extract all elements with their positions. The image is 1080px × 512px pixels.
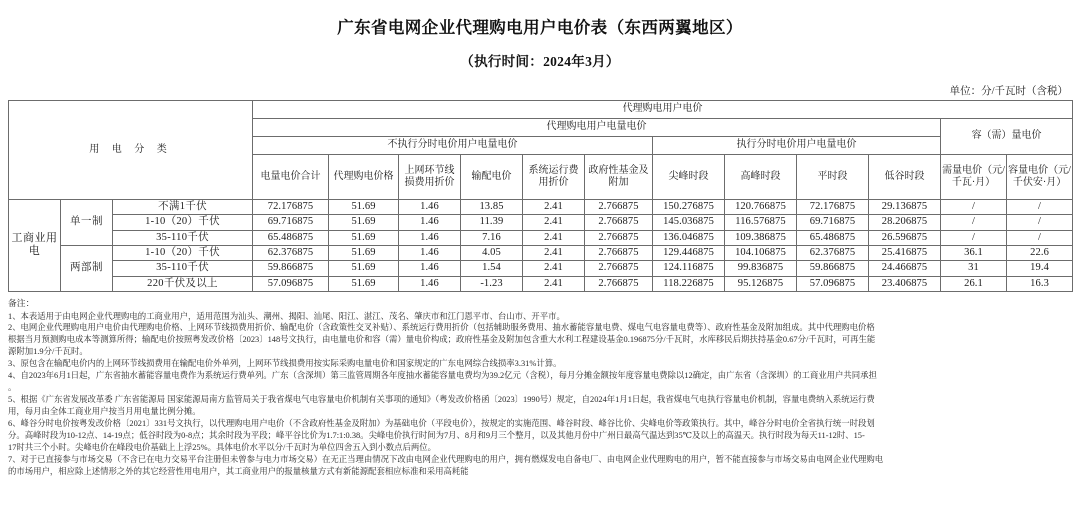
note-item-4-end: 。 [8, 383, 17, 393]
cell-value: 28.206875 [869, 215, 941, 230]
cell-value: 2.41 [523, 245, 585, 260]
table-row [9, 230, 1073, 245]
header-category: 用 电 分 类 [9, 100, 253, 199]
cell-value: 24.466875 [869, 261, 941, 276]
cell-value: / [1007, 215, 1073, 230]
cell-value: 2.766875 [585, 261, 653, 276]
note-item-2-end: 源附加1.9分/千瓦时。 [8, 347, 88, 357]
cell-voltage-level: 1-10（20）千伏 [113, 215, 253, 230]
cell-value: / [1007, 230, 1073, 245]
note-item-2: 2、电网企业代理购电用户电价由代理购电价格、上网环节线损费用折价、输配电价（含政策性交叉补贴）、系统运行费用折价（包括辅助服务费用、抽水蓄能容量电费、煤电气电容量电费等）、政府性基金及附加组成。其中代理购电价格 [8, 323, 875, 333]
cell-value: 1.46 [399, 276, 461, 291]
cell-value: 13.85 [461, 199, 523, 214]
notes-title: 备注： [8, 298, 35, 309]
cell-value: 2.41 [523, 261, 585, 276]
header-group-energy-price: 代理购电用户电量电价 [253, 118, 941, 136]
header-col-demand-price: 需量电价（元/千瓦·月） [941, 154, 1007, 199]
cell-value: 51.69 [329, 215, 399, 230]
table-row [9, 215, 1073, 230]
cell-value: 2.41 [523, 276, 585, 291]
cell-value: 2.41 [523, 230, 585, 245]
cell-value: 2.766875 [585, 245, 653, 260]
cell-value: 120.766875 [725, 199, 797, 214]
note-item-7: 7、对于已直接参与市场交易（不含已在电力交易平台注册但未曾参与电力市场交易）在无正当理由情况下改由电网企业代理购电的用户，拥有燃煤发电自备电厂、由电网企业代理购电的用户，暂不能直接参与市场交易由电网企业代理购电 [8, 454, 884, 464]
cell-value: / [941, 230, 1007, 245]
cell-value: 65.486875 [253, 230, 329, 245]
cell-value: 25.416875 [869, 245, 941, 260]
page-subtitle: （执行时间：2024年3月） [460, 53, 620, 69]
cell-value: / [941, 199, 1007, 214]
cell-value: 51.69 [329, 230, 399, 245]
header-group-non-tou: 不执行分时电价用户电量电价 [253, 136, 653, 154]
cell-value: 57.096875 [253, 276, 329, 291]
cell-value: 1.46 [399, 230, 461, 245]
cell-value: 109.386875 [725, 230, 797, 245]
header-col-government-fund: 政府性基金及附加 [585, 154, 653, 199]
header-col-spike-period: 尖峰时段 [653, 154, 725, 199]
electricity-price-table [8, 100, 1073, 292]
header-col-capacity-price: 容量电价（元/千伏安·月） [1007, 154, 1073, 199]
header-group-tou: 执行分时电价用户电量电价 [653, 136, 941, 154]
cell-value: / [941, 215, 1007, 230]
cell-value: 69.716875 [253, 215, 329, 230]
note-item-6-cont: 分。高峰时段为10-12点、14-19点；低谷时段为0-8点；其余时段为平段；峰平谷比价为1.7:1:0.38。尖峰电价执行时间为7月、8月和9月三个整月，以及其他月份中广州日最高气温达到35℃及以上的高温天。执行时段为每天11-12时、15- [8, 430, 865, 440]
note-item-5: 5、根据《广东省发展改革委 广东省能源局 国家能源局南方监管局关于我省煤电气电容量电价机制有关事项的通知》（粤发改价格函〔2023〕1990号）规定，自2024年1月1日起，我省煤电气电执行容量电价机制，容量电费纳入系统运行费 [8, 394, 875, 404]
cell-value: 118.226875 [653, 276, 725, 291]
table-row [9, 245, 1073, 260]
table-row [9, 199, 1073, 214]
cell-value: 59.866875 [797, 261, 869, 276]
cell-value: 145.036875 [653, 215, 725, 230]
cell-value: 136.046875 [653, 230, 725, 245]
note-item-3: 3、原包含在输配电价内的上网环节线损费用在输配电价外单列，上网环节线损费用按实际采购电量电价和国家规定的广东电网综合线损率3.31%计算。 [8, 359, 562, 369]
cell-value: 99.836875 [725, 261, 797, 276]
cell-value: 2.766875 [585, 276, 653, 291]
page-title: 广东省电网企业代理购电用户电价表（东西两翼地区） [337, 18, 743, 37]
cell-value: 150.276875 [653, 199, 725, 214]
note-item-5-end: 用，每月由全体工商业用户按当月用电量比例分摊。 [8, 406, 201, 416]
cell-value: 1.46 [399, 199, 461, 214]
header-col-agency-purchase-price: 代理购电价格 [329, 154, 399, 199]
cell-value: 19.4 [1007, 261, 1073, 276]
cell-value: 1.54 [461, 261, 523, 276]
cell-value: 1.46 [399, 215, 461, 230]
cell-value: 72.176875 [797, 199, 869, 214]
cell-value: 26.1 [941, 276, 1007, 291]
cell-category-industrial: 工商业用电 [9, 199, 61, 291]
note-item-6: 6、峰谷分时电价按粤发改价格〔2021〕331号文执行，以代理购电用户电价（不含政府性基金及附加）为基础电价（平段电价），按规定的实施范围、峰谷时段、峰谷比价、尖峰电价等政策执行。其中，峰谷分时电价全省执行统一时段划 [8, 418, 875, 428]
header-col-peak-period: 高峰时段 [725, 154, 797, 199]
header-col-flat-period: 平时段 [797, 154, 869, 199]
cell-value: 26.596875 [869, 230, 941, 245]
cell-value: 51.69 [329, 276, 399, 291]
cell-value: 1.46 [399, 261, 461, 276]
cell-value: 31 [941, 261, 1007, 276]
cell-value: 65.486875 [797, 230, 869, 245]
cell-value: 23.406875 [869, 276, 941, 291]
cell-value: 4.05 [461, 245, 523, 260]
header-col-system-operation-fee: 系统运行费用折价 [523, 154, 585, 199]
cell-value: 16.3 [1007, 276, 1073, 291]
cell-value: 2.766875 [585, 230, 653, 245]
cell-value: 2.41 [523, 199, 585, 214]
table-row [9, 261, 1073, 276]
cell-value: 129.446875 [653, 245, 725, 260]
cell-value: 72.176875 [253, 199, 329, 214]
note-item-6-end: 17时共三个小时。尖峰电价在峰段电价基础上上浮25%。具体电价水平以分/千瓦时为单位四舍五入到小数点后两位。 [8, 442, 437, 452]
cell-group-single-system: 单一制 [61, 199, 113, 245]
note-item-7-end: 的市场用户，相应除上述情形之外的其它经营性用电用户，其工商业用户的报量核量方式有新能源配套相应标准和采用高耗能 [8, 466, 469, 476]
cell-value: 22.6 [1007, 245, 1073, 260]
cell-value: 59.866875 [253, 261, 329, 276]
cell-value: 116.576875 [725, 215, 797, 230]
header-col-energy-total: 电量电价合计 [253, 154, 329, 199]
cell-voltage-level: 1-10（20）千伏 [113, 245, 253, 260]
cell-group-two-part-system: 两部制 [61, 245, 113, 291]
cell-value: 51.69 [329, 199, 399, 214]
cell-value: 2.766875 [585, 215, 653, 230]
header-group-capacity-price: 容（需）量电价 [941, 118, 1073, 154]
cell-value: 7.16 [461, 230, 523, 245]
note-item-2-cont: 根据当月预测购电成本等测算所得；输配电价按照粤发改价格〔2023〕148号文执行，由电量电价和容（需）量电价构成；政府性基金及附加包含重大水利工程建设基金0.196875分/千瓦时，水库移民后期扶持基金0.67分/千瓦时，可再生能 [8, 335, 876, 345]
cell-value: 2.41 [523, 215, 585, 230]
cell-value: 2.766875 [585, 199, 653, 214]
cell-value: / [1007, 199, 1073, 214]
notes-section [8, 292, 1072, 477]
cell-value: 36.1 [941, 245, 1007, 260]
cell-voltage-level: 220千伏及以上 [113, 276, 253, 291]
cell-value: 57.096875 [797, 276, 869, 291]
cell-value: 1.46 [399, 245, 461, 260]
cell-value: 62.376875 [797, 245, 869, 260]
cell-value: 51.69 [329, 261, 399, 276]
cell-voltage-level: 35-110千伏 [113, 230, 253, 245]
header-col-grid-line-loss: 上网环节线损费用折价 [399, 154, 461, 199]
cell-value: -1.23 [461, 276, 523, 291]
note-item-4: 4、自2023年6月1日起，广东省抽水蓄能容量电费作为系统运行费单列。广东（含深圳）第三监管周期各年度抽水蓄能容量电费均为39.2亿元（含税），每月分摊金额按年度容量电费除以12确定，由广东省（含深圳）的工商业用户共同承担 [8, 371, 877, 381]
table-body [9, 199, 1073, 291]
header-col-valley-period: 低谷时段 [869, 154, 941, 199]
cell-value: 29.136875 [869, 199, 941, 214]
header-col-transmission-price: 输配电价 [461, 154, 523, 199]
cell-voltage-level: 35-110千伏 [113, 261, 253, 276]
unit-note: 单位：分/千瓦时（含税） [949, 85, 1068, 97]
header-group-agency-price: 代理购电用户电价 [253, 100, 1073, 118]
cell-value: 51.69 [329, 245, 399, 260]
note-item-1: 1、本表适用于由电网企业代理购电的工商业用户，适用范围为汕头、潮州、揭阳、汕尾、阳江、湛江、茂名、肇庆市和江门恩平市、台山市、开平市。 [8, 311, 565, 321]
cell-value: 11.39 [461, 215, 523, 230]
cell-value: 69.716875 [797, 215, 869, 230]
cell-value: 124.116875 [653, 261, 725, 276]
cell-value: 104.106875 [725, 245, 797, 260]
cell-voltage-level: 不满1千伏 [113, 199, 253, 214]
cell-value: 95.126875 [725, 276, 797, 291]
table-row [9, 276, 1073, 291]
cell-value: 62.376875 [253, 245, 329, 260]
